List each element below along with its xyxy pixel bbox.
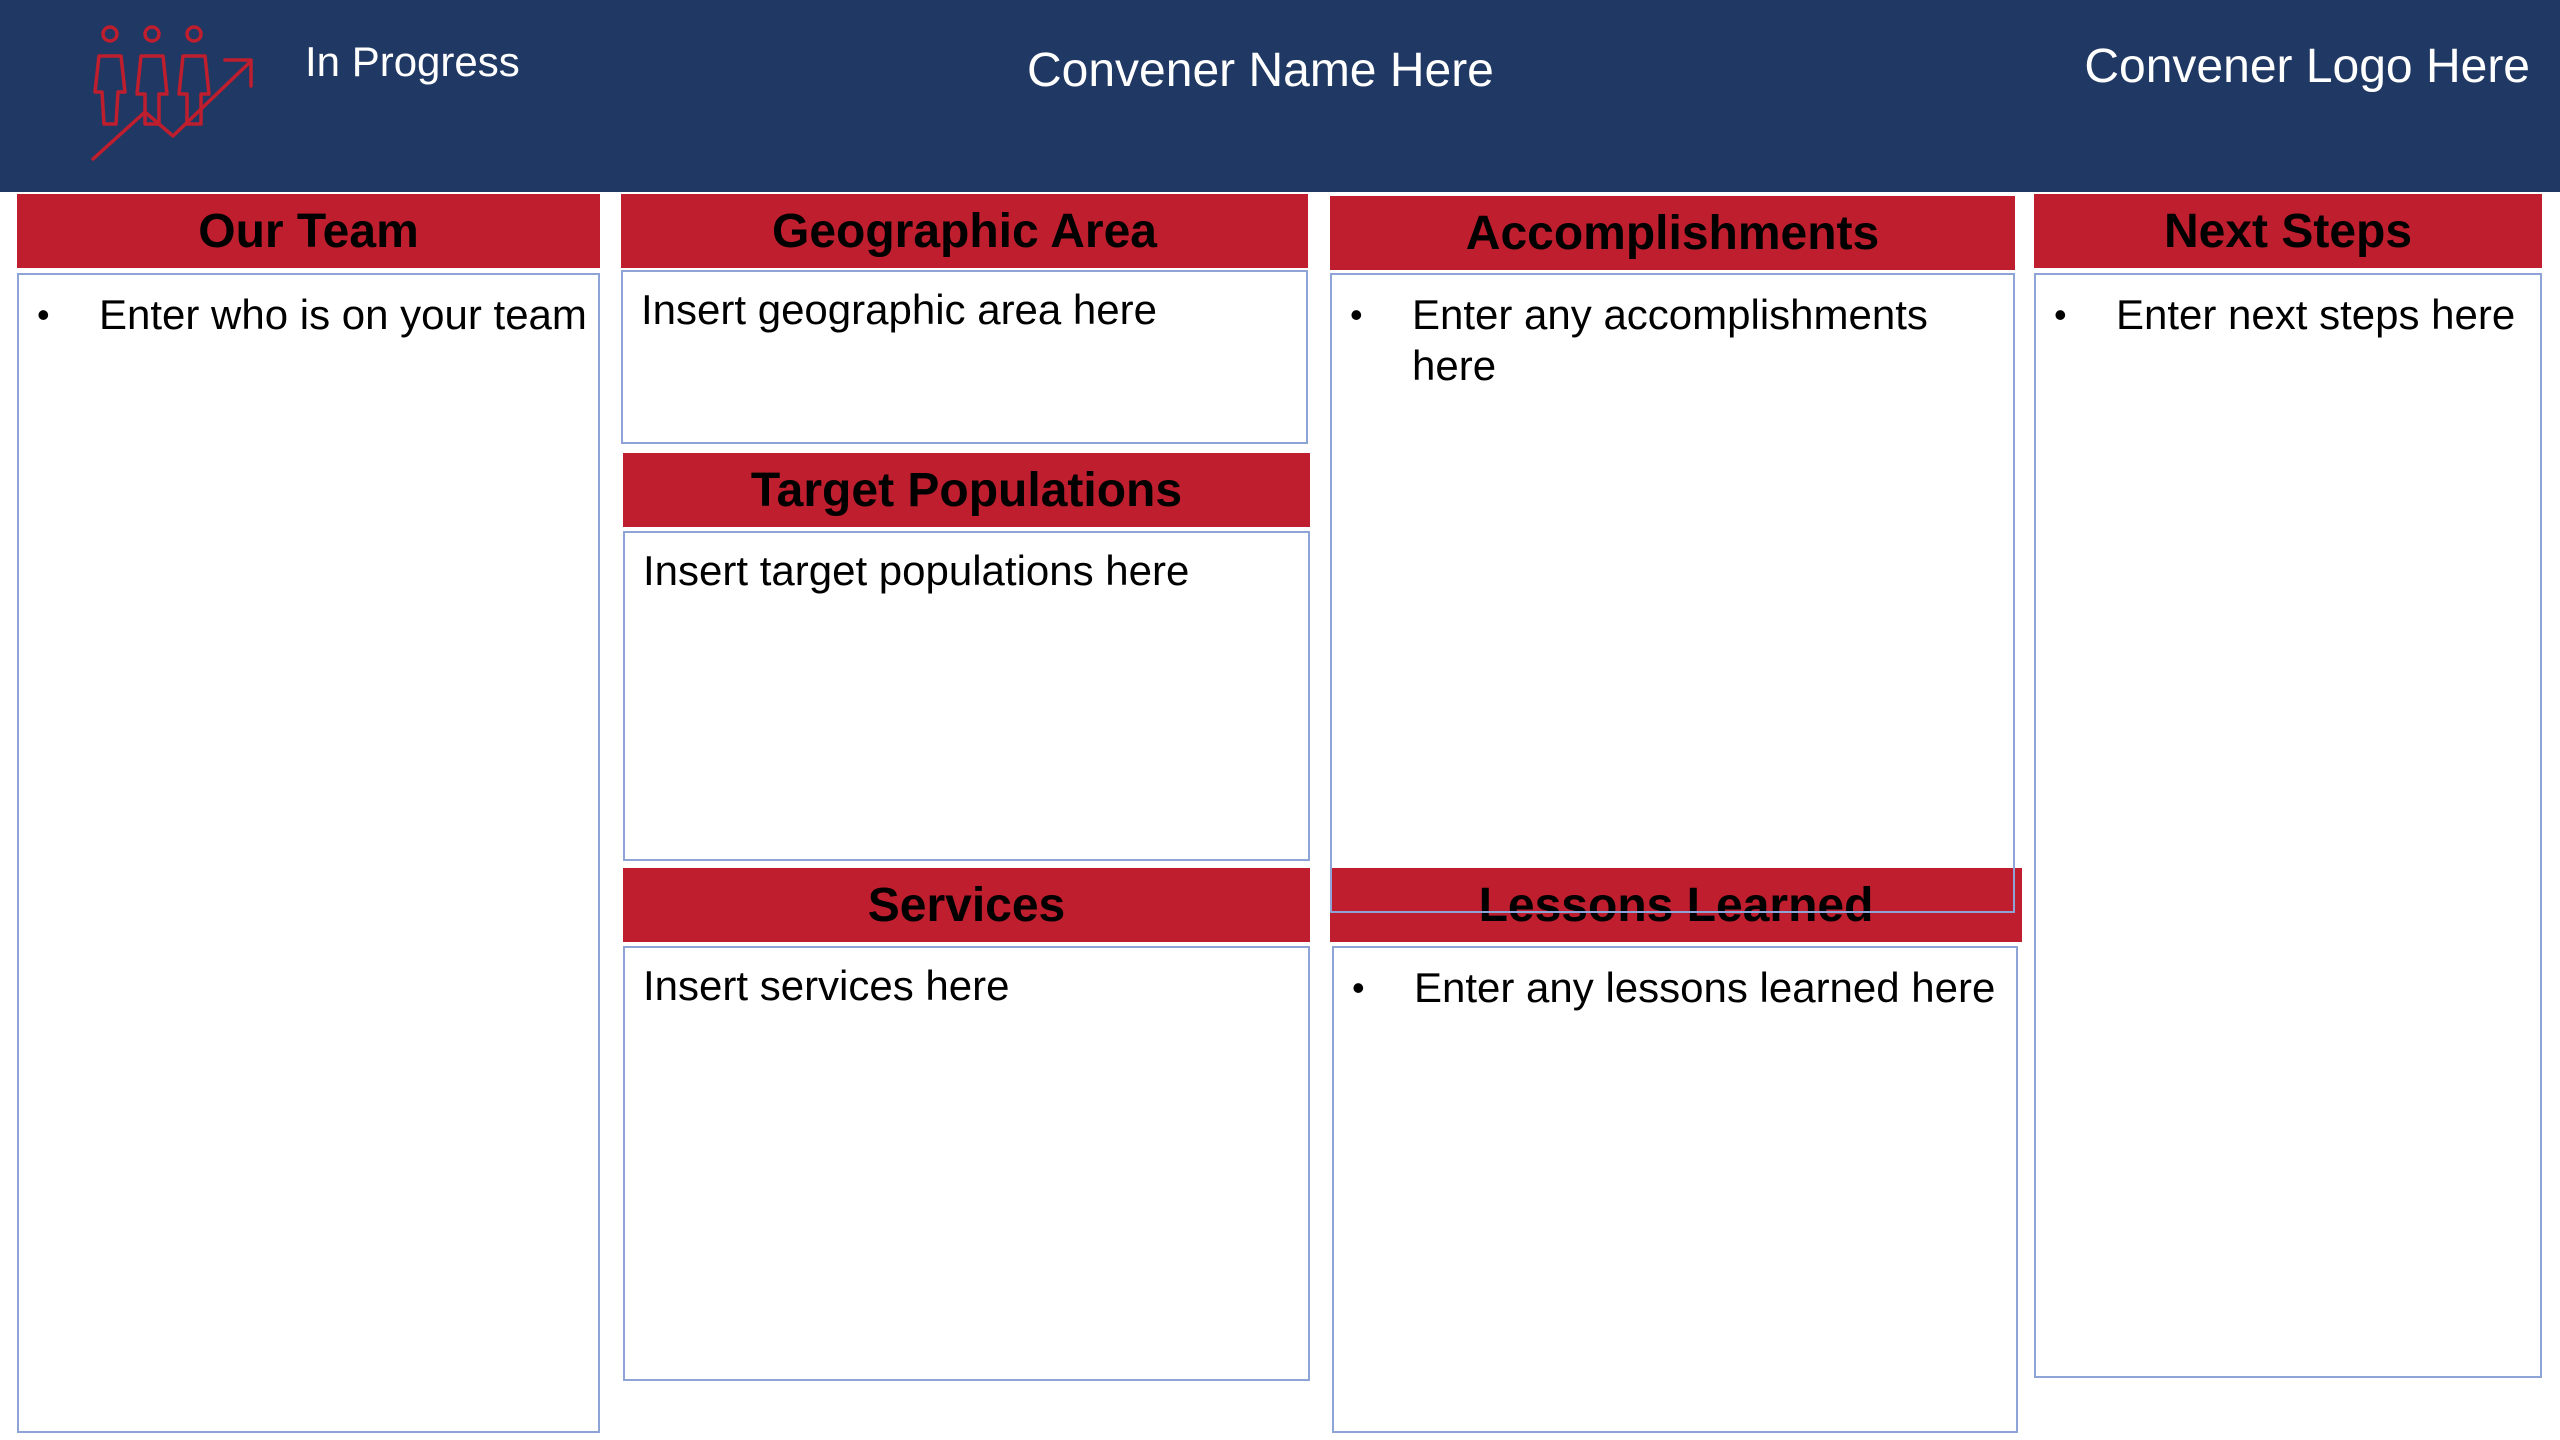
bullet-icon: •	[37, 294, 50, 335]
services-header: Services	[623, 868, 1310, 942]
status-text: In Progress	[305, 38, 520, 85]
list-item	[2036, 275, 2540, 340]
list-item	[1334, 948, 2016, 1013]
accomplishments-text: Enter any accomplishments here	[1412, 291, 1928, 389]
our-team-text: Enter who is on your team	[99, 291, 587, 338]
lessons-learned-header: Lessons Learned	[1330, 868, 2022, 942]
next-steps-text: Enter next steps here	[2116, 291, 2516, 338]
bullet-icon: •	[1352, 967, 1365, 1008]
bullet-icon: •	[1350, 294, 1363, 335]
target-populations-text: Insert target populations here	[643, 547, 1190, 594]
geographic-area-box[interactable]	[621, 270, 1308, 444]
convener-logo-placeholder: Convener Logo Here	[2084, 40, 2530, 93]
our-team-header: Our Team	[17, 194, 600, 268]
accomplishments-box[interactable]	[1330, 273, 2015, 913]
convener-name: Convener Name Here	[1027, 44, 1494, 97]
lessons-learned-box[interactable]	[1332, 946, 2018, 1433]
services-text: Insert services here	[643, 962, 1010, 1009]
geographic-area-text: Insert geographic area here	[641, 286, 1157, 333]
header-bar	[0, 0, 2560, 192]
our-team-box[interactable]	[17, 273, 600, 1433]
services-box[interactable]	[623, 946, 1310, 1381]
lessons-learned-text: Enter any lessons learned here	[1414, 964, 1996, 1011]
people-growth-arrow-icon	[85, 24, 260, 164]
bullet-icon: •	[2054, 294, 2067, 335]
list-item	[1332, 275, 2013, 391]
list-item	[19, 275, 598, 340]
next-steps-box[interactable]	[2034, 273, 2542, 1378]
target-populations-header: Target Populations	[623, 453, 1310, 527]
geographic-area-header: Geographic Area	[621, 194, 1308, 268]
target-populations-box[interactable]	[623, 531, 1310, 861]
next-steps-header: Next Steps	[2034, 194, 2542, 268]
accomplishments-header: Accomplishments	[1330, 196, 2015, 270]
